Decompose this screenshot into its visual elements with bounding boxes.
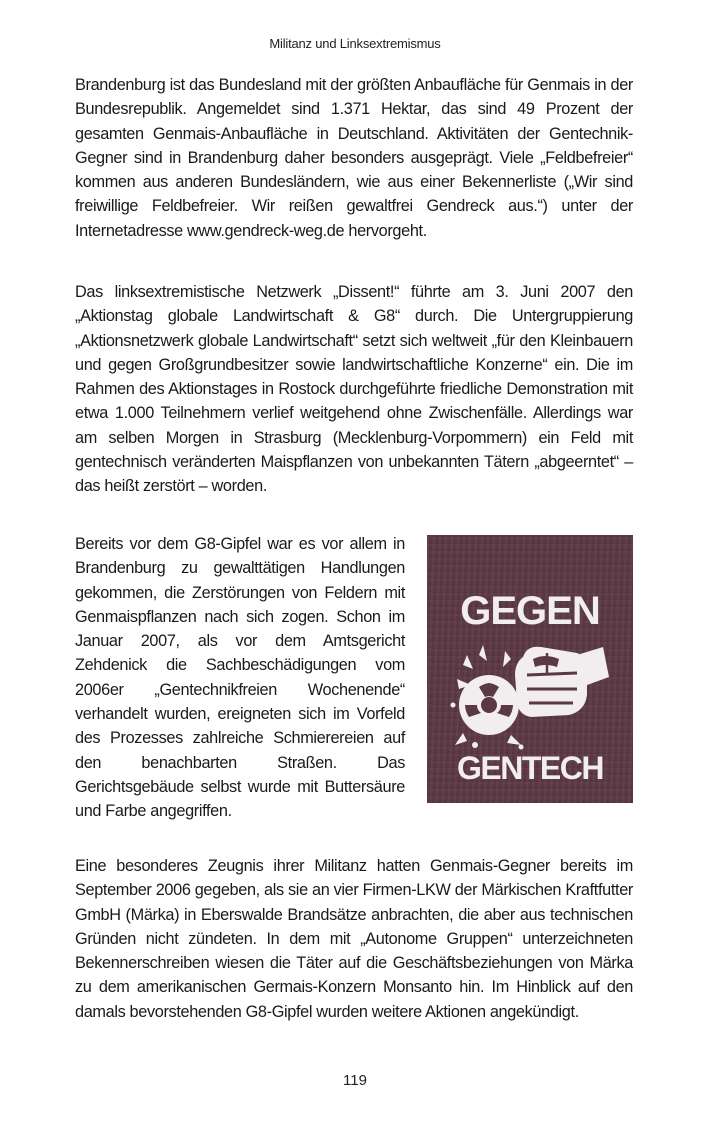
fist-crushing-biohazard-icon <box>451 645 610 750</box>
paragraph-g8-gipfel-zerstoerungen: Bereits vor dem G8-Gipfel war es vor allem in Brandenburg zu gewalttätigen Handlungen gekommen, die Zerstörungen von Feldern mit Genmaispflanzen nach sich zogen. Schon im Januar 2007, als vor dem Amtsgericht Zehdenick die Sachbeschädigungen vom 2006er „Gentechnikfreien Wochenende“ verhandelt wurden, ereigneten sich im Vorfeld des Prozesses zahlreiche Schmierereien auf den benachbarten Straßen. Das Gerichtsgebäude selbst wurde mit Buttersäure und Farbe angegriffen. <box>75 535 405 821</box>
gegen-gentech-sticker-image <box>427 535 633 803</box>
paragraph-maerka-brandsaetze: Eine besonderes Zeugnis ihrer Militanz hatten Genmais-Gegner bereits im September 2006 gegeben, als sie an vier Firmen-LKW der Märkischen Kraftfutter GmbH (Märka) in Eberswalde Brandsätze anbrachten, die aber aus technischen Gründen nicht zündeten. In dem mit „Autonome Gruppen“ unterzeichneten Bekennerschreiben wiesen die Täter auf die Geschäftsbeziehungen von Märka zu dem amerikanischen Germais-Konzern Monsanto hin. Im Hinblick auf den damals bevorstehenden G8-Gipfel wurden weitere Aktionen angekündigt. <box>75 857 633 1021</box>
paragraph-brandenburg-genmais: Brandenburg ist das Bundesland mit der größten Anbaufläche für Genmais in der Bundesrepublik. Angemeldet sind 1.371 Hektar, das sind 49 Prozent der gesamten Genmais-Anbaufläche in Deutschland. Aktivitäten der Gentechnik-Gegner sind in Brandenburg daher besonders ausgeprägt. Viele „Feldbefreier“ kommen aus anderen Bundesländern, wie aus einer Bekennerliste („Wir sind freiwillige Feldbefreier. Wir reißen gewaltfrei Gendreck aus.“) unter der Internetadresse www.gendreck-weg.de hervorgeht. <box>75 76 633 240</box>
running-header: Militanz und Linksextremismus <box>269 36 441 51</box>
page-number: 119 <box>343 1072 367 1089</box>
sticker-bottom-text: GENTECH <box>457 750 603 786</box>
sticker-top-text: GEGEN <box>460 589 600 633</box>
paragraph-dissent-aktionstag: Das linksextremistische Netzwerk „Dissent!“ führte am 3. Juni 2007 den „Aktionstag globale Landwirtschaft & G8“ durch. Die Untergruppierung „Aktionsnetzwerk globale Landwirtschaft“ setzt sich weltweit „für den Kleinbauern und gegen Großgrundbesitzer sowie landwirtschaftliche Konzerne“ ein. Die im Rahmen des Aktionstages in Rostock durchgeführte friedliche Demonstration mit etwa 1.000 Teilnehmern verlief weitgehend ohne Zwischenfälle. Allerdings war am selben Morgen in Strasburg (Mecklenburg-Vorpommern) ein Feld mit gentechnisch veränderten Maispflanzen von unbekannten Tätern „abgeerntet“ – das heißt zerstört – worden. <box>75 283 633 496</box>
sticker-artwork <box>427 535 633 803</box>
